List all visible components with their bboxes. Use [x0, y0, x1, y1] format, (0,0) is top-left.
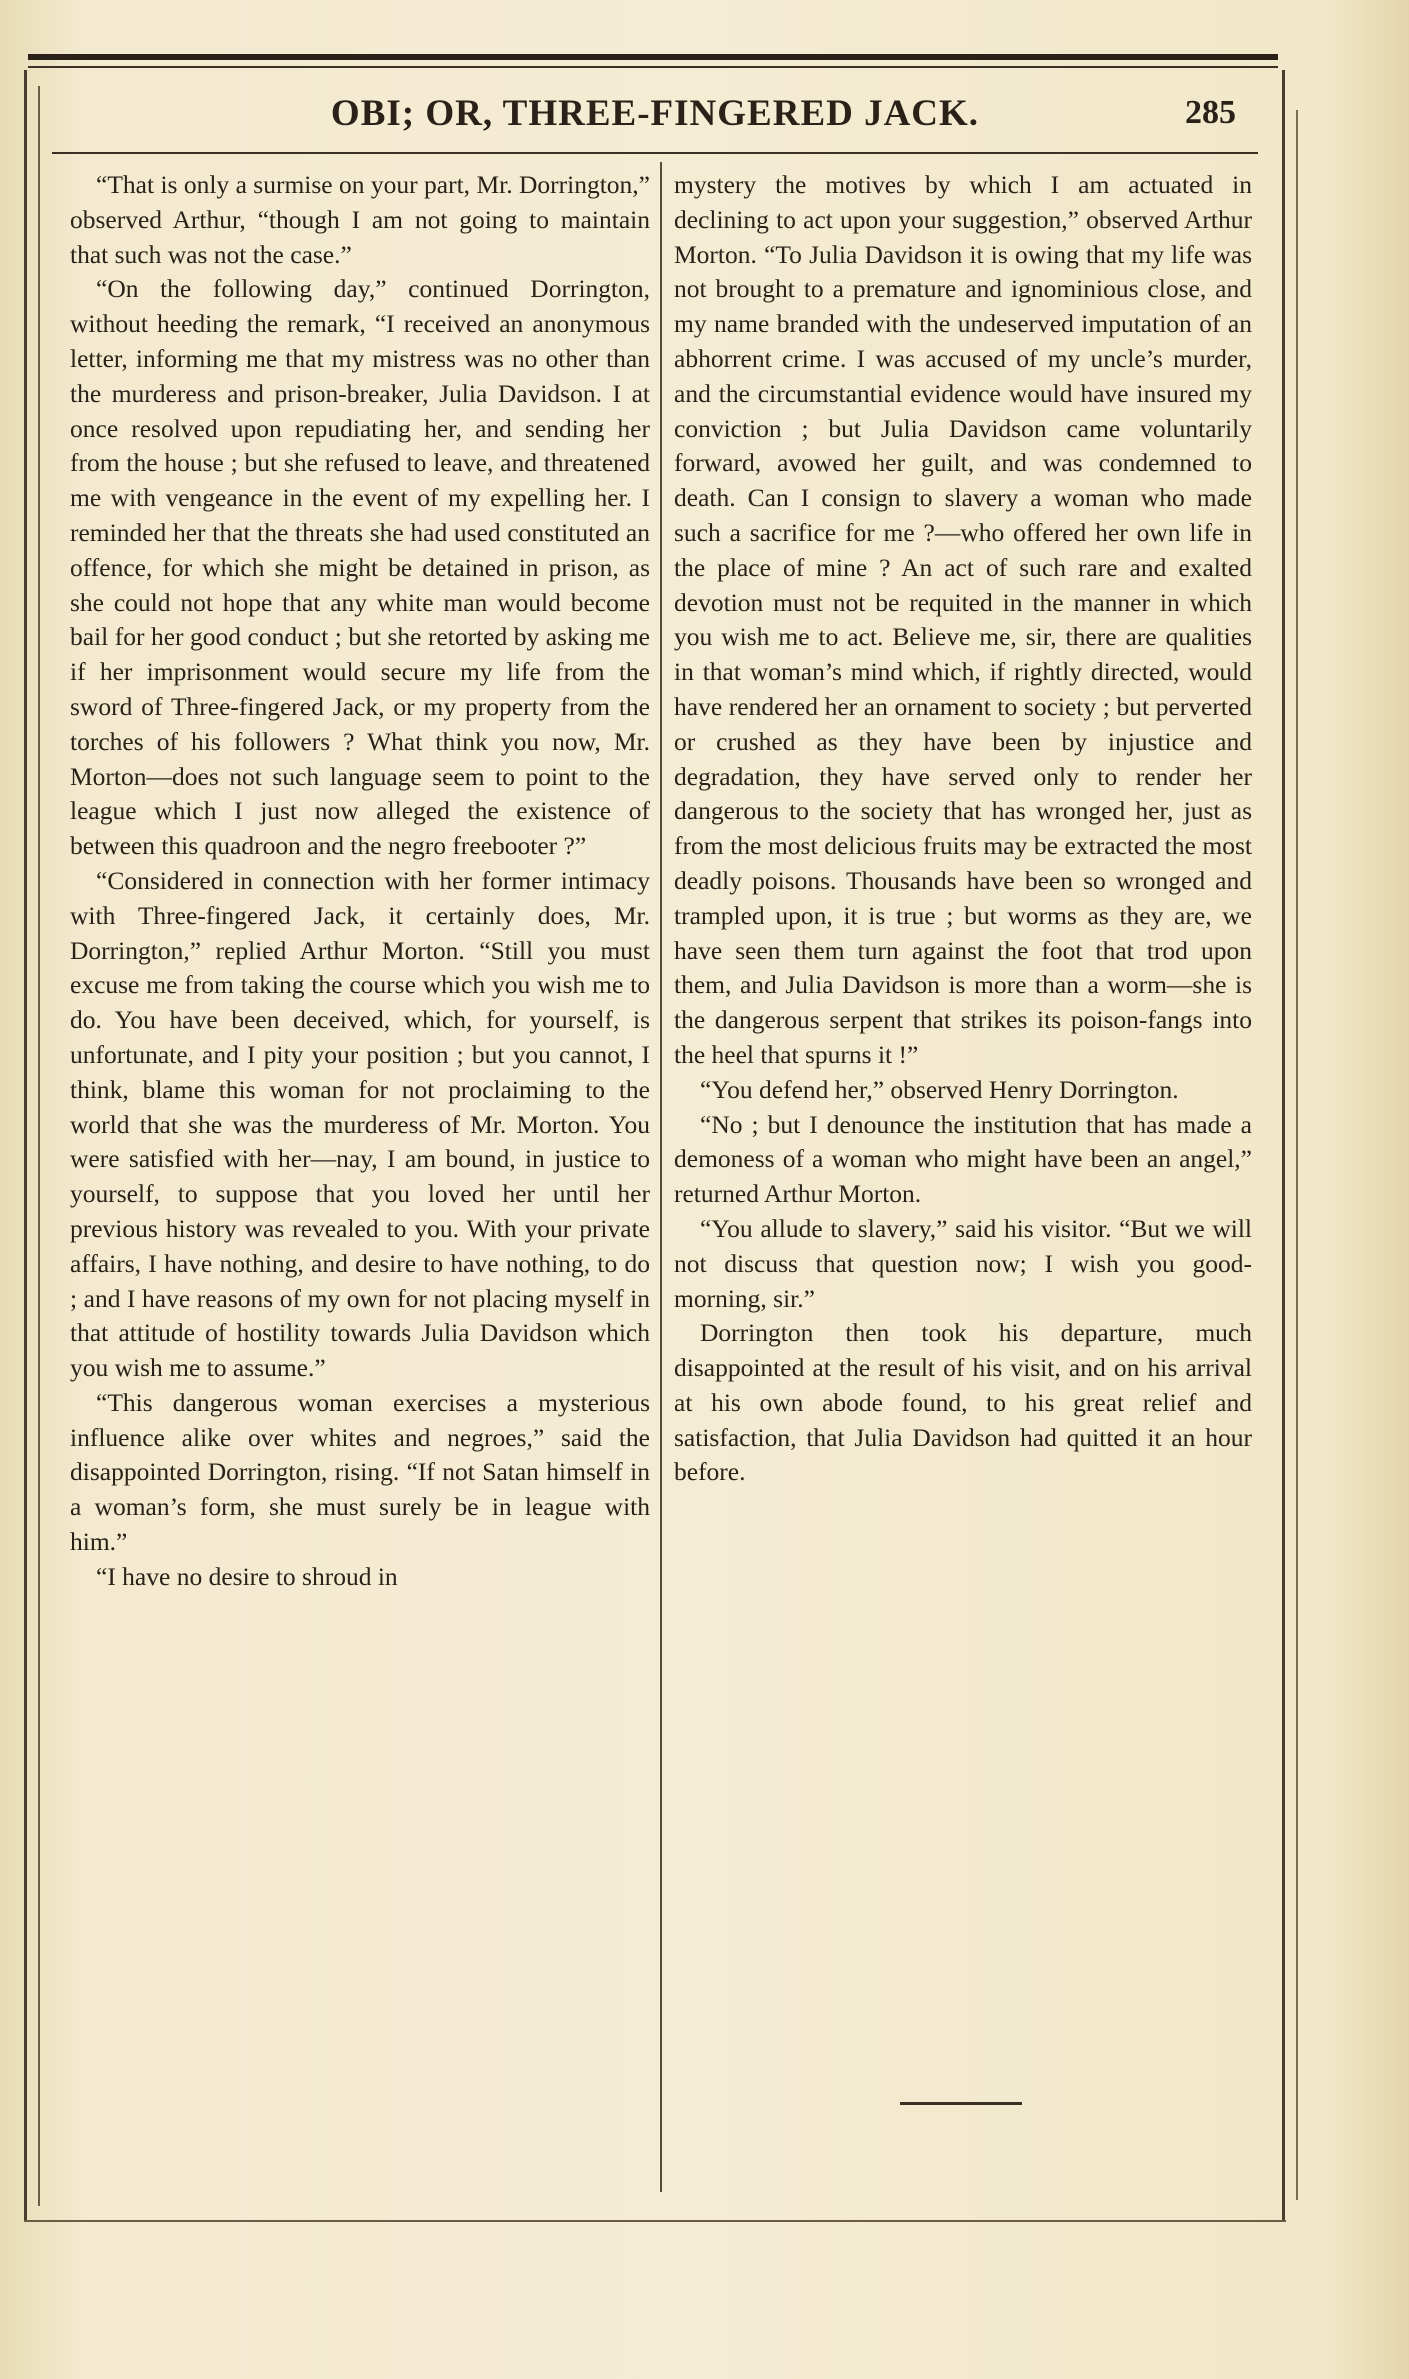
paragraph: “You allude to slavery,” said his visitor. “But we will not discuss that question now; I wish you good-morning, sir.” — [674, 1213, 1252, 1313]
paragraph: “This dangerous woman exercises a mysterious influence alike over whites and negroes,” said the disappointed Dorrington, rising. “If not Satan himself in a woman’s form, she must surely be in league with him.” — [70, 1387, 650, 1557]
paragraph: “You defend her,” observed Henry Dorrington. — [700, 1074, 1179, 1104]
running-title: OBI; OR, THREE-FINGERED JACK. — [330, 93, 980, 134]
paragraph: Dorrington then took his departure, much disappointed at the result of his visit, and on his arrival at his own abode found, to his great relief and satisfaction, that Julia Davidson had quitted it an hour before. — [674, 1318, 1252, 1487]
bottom-frame-line — [24, 2220, 1286, 2222]
paragraph-continued: mystery the motives by which I am actuated in declining to act upon your suggestion,” observed Arthur Morton. “To Julia Davidson it is owing that my life was not brought to a premature and ignominious close, and my name branded with the undeserved imputation of an abhorrent crime. I was accused of my uncle’s murder, and the circumstantial evidence would have insured my conviction ; but Julia Davidson came voluntarily forward, avowed her guilt, and was condemned to death. Can I consign to slavery a woman who made such a sacrifice for me ?—who offered her own life in the place of mine ? An act of such rare and exalted devotion must not be requited in the manner in which you wish me to act. Believe me, sir, there are qualities in that woman’s mind which, if rightly directed, would have rendered her an ornament to society ; but perverted or crushed as they have been by injustice and degradation, they have served only to render her dangerous to the society that has wronged her, just as from the most delicious fruits may be extracted the most deadly poisons. Thousands have been so wronged and trampled upon, it is true ; but worms as they are, we have seen them turn against the foot that trod upon them, and Julia Davidson is more than a worm—she is the dangerous serpent that strikes its poison-fangs into the heel that spurns it !” — [674, 170, 1252, 1069]
paragraph: “That is only a surmise on your part, Mr. Dorrington,” observed Arthur, “though I am not going to maintain that such was not the case.” — [70, 170, 650, 269]
paragraph: “I have no desire to shroud in — [96, 1561, 398, 1591]
header-rule — [52, 152, 1258, 154]
left-frame-line — [24, 70, 27, 2220]
paragraph: “On the following day,” continued Dorrington, without heeding the remark, “I received an anonymous letter, informing me that my mistress was no other than the murderess and prison-breaker, Julia Davidson. I at once resolved upon repudiating her, and sending her from the house ; but she refused to leave, and threatened me with vengeance in the event of my expelling her. I reminded her that the threats she had used constituted an offence, for which she might be detained in prison, as she could not hope that any white man would become bail for her good conduct ; but she retorted by asking me if her imprisonment would secure my life from the sword of Three-fingered Jack, or my property from the torches of his followers ? What think you now, Mr. Morton—does not such language seem to point to the league which I just now alleged the existence of between this quadroon and the negro freebooter ?” — [70, 274, 650, 861]
top-double-rule-thick — [28, 54, 1278, 60]
top-double-rule-thin — [28, 66, 1278, 68]
paragraph: “Considered in connection with her former intimacy with Three-fingered Jack, it certainly does, Mr. Dorrington,” replied Arthur Morton. “Still you must excuse me from taking the course which you wish me to do. You have been deceived, which, for yourself, is unfortunate, and I pity your position ; but you cannot, I think, blame this woman for not proclaiming to the world that she was the murderess of Mr. Morton. You were satisfied with her—nay, I am bound, in justice to yourself, to suppose that you loved her until her previous history was revealed to you. With your private affairs, I have nothing, and desire to have nothing, to do ; and I have reasons of my own for not placing myself in that attitude of hostility towards Julia Davidson which you wish me to assume.” — [70, 865, 650, 1383]
right-inner-frame-line — [1296, 110, 1298, 2200]
paragraph: “No ; but I denounce the institution that has made a demoness of a woman who might have been an angel,” returned Arthur Morton. — [674, 1109, 1252, 1209]
left-column — [70, 168, 650, 1595]
column-divider — [660, 162, 662, 2192]
page-number: 285 — [1185, 94, 1236, 131]
left-inner-frame-line — [38, 86, 40, 2206]
chapter-end-rule — [900, 2102, 1022, 2105]
right-column — [674, 168, 1252, 1490]
right-frame-line — [1282, 70, 1285, 2220]
page-header — [60, 92, 1250, 144]
